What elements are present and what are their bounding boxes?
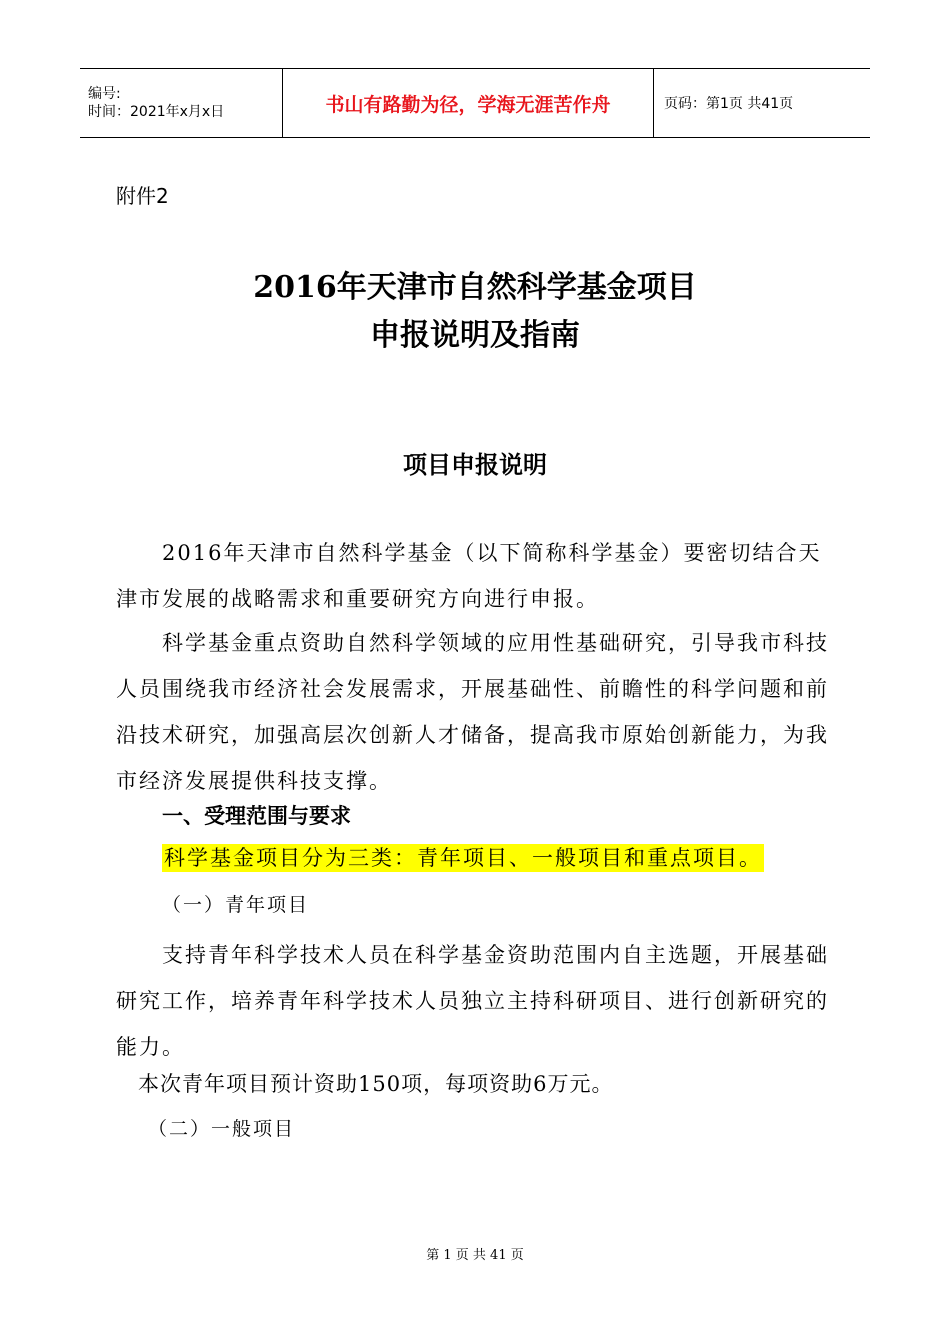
paragraph-youth-project: 支持青年科学技术人员在科学基金资助范围内自主选题，开展基础研究工作，培养青年科学技术人员独立主持科研项目、进行创新研究的能力。: [116, 943, 829, 1059]
header-table: [80, 68, 870, 138]
section-subtitle: 项目申报说明: [403, 450, 547, 479]
highlighted-sentence: [162, 842, 764, 872]
paragraph-funding-focus: 科学基金重点资助自然科学领域的应用性基础研究，引导我市科技人员围绕我市经济社会发展需求，开展基础性、前瞻性的科学问题和前沿技术研究，加强高层次创新人才储备，提高我市原始创新能力，为我市经济发展提供科技支撑。: [116, 631, 829, 793]
paragraph-intro: 2016年天津市自然科学基金（以下简称科学基金）要密切结合天津市发展的战略需求和重要研究方向进行申报。: [116, 541, 822, 611]
number-label: 编号:: [88, 86, 121, 102]
document-title-line-2: 申报说明及指南: [370, 318, 580, 353]
motto-text: 书山有路勤为径，学海无涯苦作舟: [325, 93, 611, 116]
highlighted-text: 科学基金项目分为三类：青年项目、一般项目和重点项目。: [164, 846, 762, 870]
section-heading-scope: 一、受理范围与要求: [162, 804, 351, 828]
attachment-label: 附件2: [116, 184, 169, 208]
page-footer: 第 1 页 共 41 页: [426, 1248, 524, 1263]
subheading-general-project: （二）一般项目: [148, 1118, 296, 1140]
page-info: 页码：第1页 共41页: [664, 96, 794, 112]
header-left-cell: [80, 69, 282, 137]
subheading-youth-project: （一）青年项目: [162, 894, 310, 916]
document-title-line-1: 2016年天津市自然科学基金项目: [253, 270, 697, 305]
time-label: 时间：2021年x月x日: [88, 104, 225, 120]
paragraph-youth-funding: 本次青年项目预计资助150项，每项资助6万元。: [138, 1072, 614, 1096]
header-page-cell: [654, 69, 870, 137]
header-motto-cell: [282, 69, 654, 137]
